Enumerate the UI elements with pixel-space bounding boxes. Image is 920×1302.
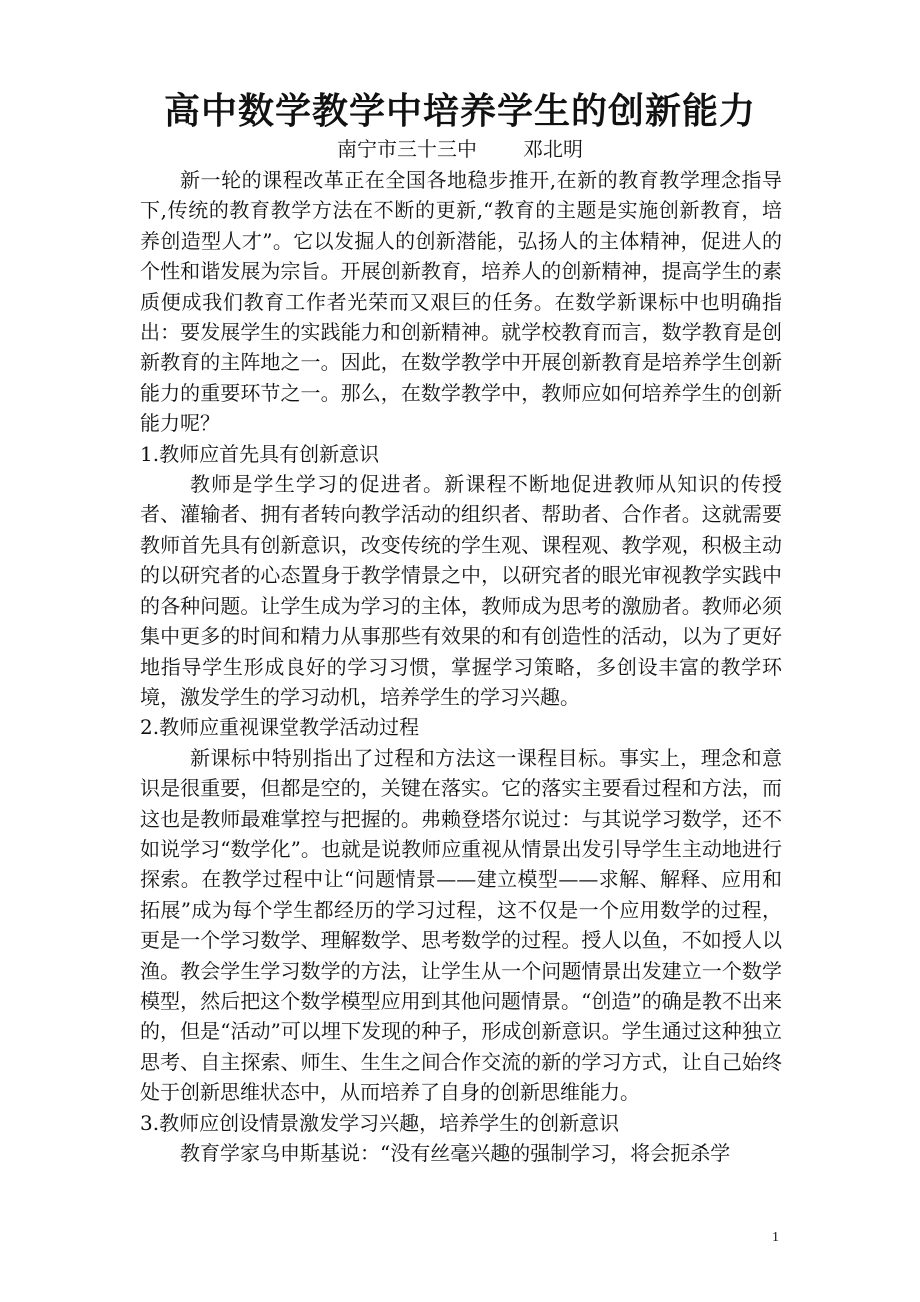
intro-paragraph: 新一轮的课程改革正在全国各地稳步推开,在新的教育教学理念指导下,传统的教育教学方法在不断的更新,“教育的主题是实施创新教育，培养创造型人才”。它以发掘人的创新潜能，弘扬人的主体精神，促进人的个性和谐发展为宗旨。开展创新教育，培养人的创新精神，提高学生的素质便成我们教育工作者光荣而又艰巨的任务。在数学新课标中也明确指出：要发展学生的实践能力和创新精神。就学校教育而言，数学教育是创新教育的主阵地之一。因此，在数学教学中开展创新教育是培养学生创新能力的重要环节之一。那么，在数学教学中，教师应如何培养学生的创新能力呢？: [140, 168, 782, 436]
section-paragraph-1: 教师是学生学习的促进者。新课程不断地促进教师从知识的传授者、灌输者、拥有者转向教学活动的组织者、帮助者、合作者。这就需要教师首先具有创新意识，改变传统的学生观、课程观、教学观，积极主动的以研究者的心态置身于教学情景之中，以研究者的眼光审视教学实践中的各种问题。让学生成为学习的主体，教师成为思考的激励者。教师必须集中更多的时间和精力从事那些有效果的和有创造性的活动，以为了更好地指导学生形成良好的学习习惯，掌握学习策略，多创设丰富的教学环境，激发学生的学习动机，培养学生的学习兴趣。: [140, 472, 782, 709]
page-number: 1: [772, 1230, 779, 1245]
school-name: 南宁市三十三中: [337, 137, 477, 161]
section-paragraph-3: 教育学家乌申斯基说：“没有丝毫兴趣的强制学习，将会扼杀学: [180, 1141, 731, 1165]
author-name: 邓北明: [523, 137, 583, 161]
section-heading-3: 3.教师应创设情景激发学习兴趣，培养学生的创新意识: [140, 1110, 620, 1135]
section-heading-2: 2.教师应重视课堂教学活动过程: [140, 715, 420, 740]
document-body: [140, 165, 782, 1168]
byline: [0, 135, 920, 163]
section-heading-1: 1.教师应首先具有创新意识: [140, 441, 380, 466]
document-title: 高中数学教学中培养学生的创新能力: [163, 90, 756, 132]
section-paragraph-2: 新课标中特别指出了过程和方法这一课程目标。事实上，理念和意识是很重要，但都是空的，关键在落实。它的落实主要看过程和方法，而这也是教师最难掌控与把握的。弗赖登塔尔说过：与其说学习数学，还不如说学习“数学化”。也就是说教师应重视从情景出发引导学生主动地进行探索。在教学过程中让“问题情景——建立模型——求解、解释、应用和拓展”成为每个学生都经历的学习过程，这不仅是一个应用数学的过程，更是一个学习数学、理解数学、思考数学的过程。授人以鱼，不如授人以渔。教会学生学习数学的方法，让学生从一个问题情景出发建立一个数学模型，然后把这个数学模型应用到其他问题情景。“创造”的确是教不出来的，但是“活动”可以埋下发现的种子，形成创新意识。学生通过这种独立思考、自主探索、师生、生生之间合作交流的新的学习方式，让自己始终处于创新思维状态中，从而培养了自身的创新思维能力。: [140, 745, 782, 1105]
